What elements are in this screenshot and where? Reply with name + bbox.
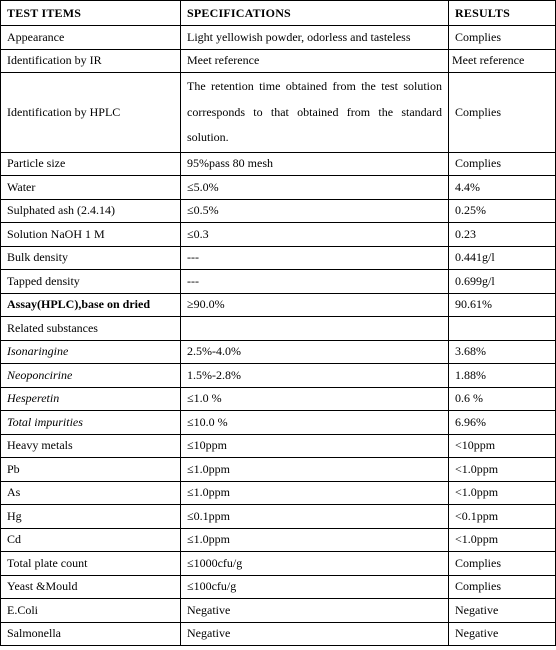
result: Complies xyxy=(449,152,556,176)
result xyxy=(449,317,556,341)
table-row xyxy=(1,552,556,576)
table-row xyxy=(1,270,556,294)
specification: --- xyxy=(181,270,449,294)
result: 90.61% xyxy=(449,293,556,317)
specification: ≥90.0% xyxy=(181,293,449,317)
result: Complies xyxy=(449,73,556,153)
table-row xyxy=(1,246,556,270)
test-item: Sulphated ash (2.4.14) xyxy=(1,199,181,223)
specification: Negative xyxy=(181,622,449,646)
result: Negative xyxy=(449,622,556,646)
result: <1.0ppm xyxy=(449,528,556,552)
table-row xyxy=(1,528,556,552)
table-row xyxy=(1,387,556,411)
header-specifications: SPECIFICATIONS xyxy=(181,1,449,26)
specification: ≤1.0ppm xyxy=(181,458,449,482)
specification: ≤1000cfu/g xyxy=(181,552,449,576)
table-row xyxy=(1,458,556,482)
test-item: Salmonella xyxy=(1,622,181,646)
table-row xyxy=(1,223,556,247)
table-row xyxy=(1,49,556,73)
table-row xyxy=(1,364,556,388)
specification: ≤100cfu/g xyxy=(181,575,449,599)
specification: ≤0.5% xyxy=(181,199,449,223)
test-item: Isonaringine xyxy=(1,340,181,364)
specification: Light yellowish powder, odorless and tasteless xyxy=(181,26,449,50)
specification: ≤1.0 % xyxy=(181,387,449,411)
specification: ≤10ppm xyxy=(181,434,449,458)
result: Complies xyxy=(449,552,556,576)
table-row xyxy=(1,505,556,529)
test-item: Solution NaOH 1 M xyxy=(1,223,181,247)
specification: 2.5%-4.0% xyxy=(181,340,449,364)
table-row xyxy=(1,176,556,200)
test-item: As xyxy=(1,481,181,505)
table-row xyxy=(1,434,556,458)
table-header-row xyxy=(1,1,556,26)
table-row xyxy=(1,411,556,435)
result: 4.4% xyxy=(449,176,556,200)
header-results: RESULTS xyxy=(449,1,556,26)
specification: ≤1.0ppm xyxy=(181,528,449,552)
table-row xyxy=(1,293,556,317)
test-item: E.Coli xyxy=(1,599,181,623)
specification: 95%pass 80 mesh xyxy=(181,152,449,176)
test-item: Assay(HPLC),base on dried xyxy=(1,293,181,317)
table-row xyxy=(1,575,556,599)
test-item: Yeast &Mould xyxy=(1,575,181,599)
result: <0.1ppm xyxy=(449,505,556,529)
specification: ≤0.3 xyxy=(181,223,449,247)
result: 6.96% xyxy=(449,411,556,435)
result: 0.23 xyxy=(449,223,556,247)
table-row xyxy=(1,26,556,50)
specification: ≤10.0 % xyxy=(181,411,449,435)
table-row xyxy=(1,622,556,646)
test-item: Neoponcirine xyxy=(1,364,181,388)
result: 0.6 % xyxy=(449,387,556,411)
test-item: Hg xyxy=(1,505,181,529)
result: 0.699g/l xyxy=(449,270,556,294)
specification: ≤1.0ppm xyxy=(181,481,449,505)
header-test-items: TEST ITEMS xyxy=(1,1,181,26)
test-item: Pb xyxy=(1,458,181,482)
specification xyxy=(181,317,449,341)
result: Meet reference xyxy=(449,49,556,73)
specification: Negative xyxy=(181,599,449,623)
table-row xyxy=(1,340,556,364)
test-item: Bulk density xyxy=(1,246,181,270)
test-item: Hesperetin xyxy=(1,387,181,411)
result: Complies xyxy=(449,575,556,599)
specification: Meet reference xyxy=(181,49,449,73)
test-item: Related substances xyxy=(1,317,181,341)
table-row xyxy=(1,152,556,176)
test-item: Total plate count xyxy=(1,552,181,576)
result: <10ppm xyxy=(449,434,556,458)
test-item: Identification by HPLC xyxy=(1,73,181,153)
table-row xyxy=(1,317,556,341)
result: 0.441g/l xyxy=(449,246,556,270)
test-item: Total impurities xyxy=(1,411,181,435)
result: 1.88% xyxy=(449,364,556,388)
test-item: Heavy metals xyxy=(1,434,181,458)
test-item: Tapped density xyxy=(1,270,181,294)
specification: The retention time obtained from the test solution corresponds to that obtained from the standard solution. xyxy=(181,73,449,153)
result: <1.0ppm xyxy=(449,458,556,482)
test-item: Cd xyxy=(1,528,181,552)
specification: 1.5%-2.8% xyxy=(181,364,449,388)
result: 3.68% xyxy=(449,340,556,364)
result: 0.25% xyxy=(449,199,556,223)
result: Complies xyxy=(449,26,556,50)
specification: ≤0.1ppm xyxy=(181,505,449,529)
table-row xyxy=(1,199,556,223)
table-row xyxy=(1,599,556,623)
test-item: Identification by IR xyxy=(1,49,181,73)
test-item: Appearance xyxy=(1,26,181,50)
specification: --- xyxy=(181,246,449,270)
table-row xyxy=(1,481,556,505)
result: <1.0ppm xyxy=(449,481,556,505)
test-item: Particle size xyxy=(1,152,181,176)
specification: ≤5.0% xyxy=(181,176,449,200)
test-item: Water xyxy=(1,176,181,200)
result: Negative xyxy=(449,599,556,623)
table-row xyxy=(1,73,556,153)
